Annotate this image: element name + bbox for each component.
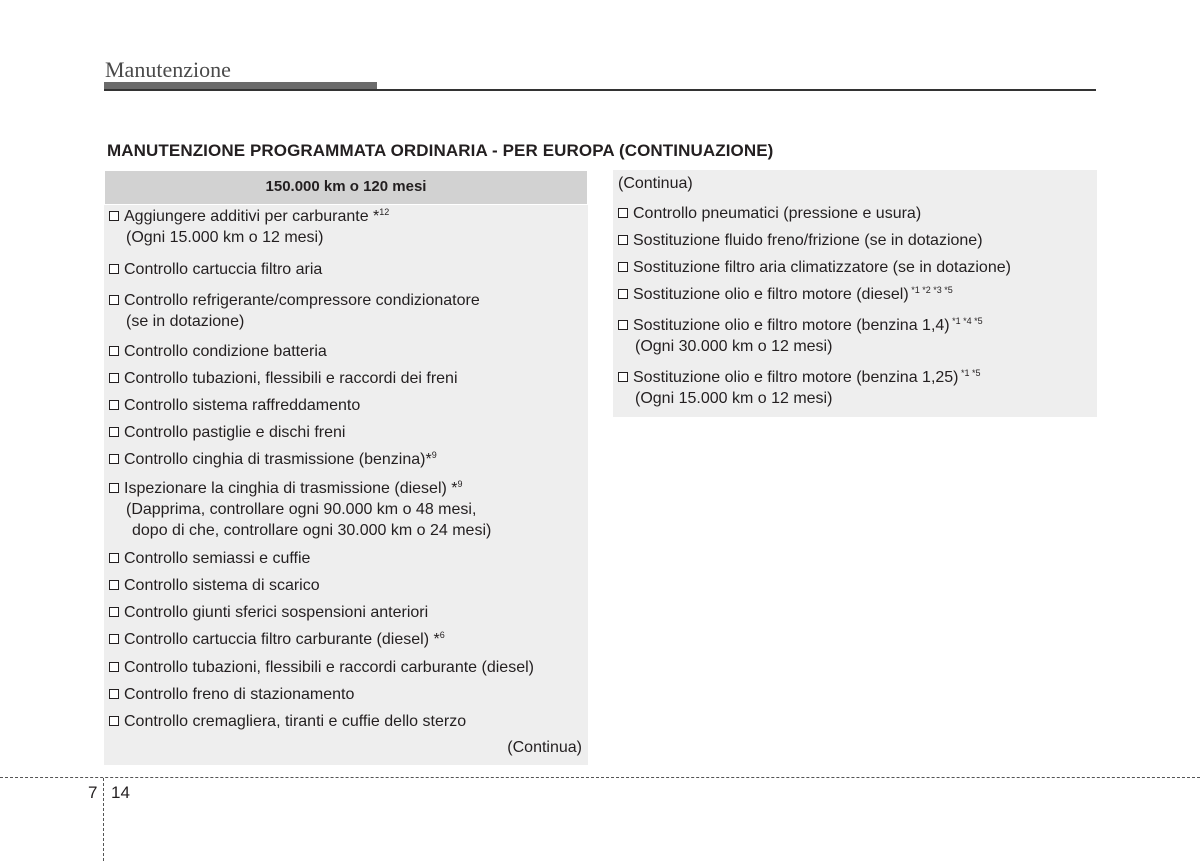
- checkbox-icon: [109, 454, 119, 464]
- checkbox-icon: [109, 553, 119, 563]
- list-item: Sostituzione filtro aria climatizzatore (se in dotazione): [618, 257, 1011, 278]
- list-item: Controllo pneumatici (pressione e usura): [618, 203, 921, 224]
- checkbox-icon: [109, 400, 119, 410]
- checkbox-icon: [109, 634, 119, 644]
- list-item: Controllo pastiglie e dischi freni: [109, 422, 345, 443]
- list-item: Sostituzione olio e filtro motore (benzina 1,4) $^{*1 *4 *5}$ (Ogni 30.000 km o 12 mesi): [618, 315, 983, 357]
- checkbox-icon: [109, 483, 119, 493]
- list-item: Controllo sistema di scarico: [109, 575, 320, 596]
- checkbox-icon: [109, 607, 119, 617]
- list-item: Controllo giunti sferici sospensioni anteriori: [109, 602, 428, 623]
- right-maintenance-panel: [613, 170, 1097, 417]
- list-item: Controllo refrigerante/compressore condizionatore (se in dotazione): [109, 290, 480, 332]
- header-divider: [104, 89, 1096, 91]
- checkbox-icon: [618, 372, 628, 382]
- list-item: Controllo cremagliera, tiranti e cuffie dello sterzo: [109, 711, 466, 732]
- checkbox-icon: [618, 289, 628, 299]
- list-item: Controllo cartuccia filtro aria: [109, 259, 322, 280]
- footer-divider: [0, 777, 1200, 778]
- list-item: Controllo freno di stazionamento: [109, 684, 354, 705]
- checkbox-icon: [618, 320, 628, 330]
- checkbox-icon: [109, 295, 119, 305]
- left-maintenance-panel: [104, 170, 588, 765]
- list-item: Controllo semiassi e cuffie: [109, 548, 310, 569]
- list-item: Controllo condizione batteria: [109, 341, 327, 362]
- list-item: Sostituzione olio e filtro motore (benzina 1,25) $^{*1 *5}$ (Ogni 15.000 km o 12 mesi): [618, 367, 981, 409]
- list-item: Sostituzione fluido freno/frizione (se in dotazione): [618, 230, 983, 251]
- list-item: Controllo tubazioni, flessibili e raccordi dei freni: [109, 368, 458, 389]
- checkbox-icon: [618, 208, 628, 218]
- continued-note: (Continua): [618, 175, 693, 192]
- list-item: Controllo sistema raffreddamento: [109, 395, 360, 416]
- checkbox-icon: [109, 427, 119, 437]
- interval-heading: 150.000 km o 120 mesi: [104, 170, 589, 205]
- list-item: Controllo cartuccia filtro carburante (diesel) *$^6$: [109, 629, 445, 650]
- list-item: Sostituzione olio e filtro motore (diesel) $^{*1 *2 *3 *5}$: [618, 284, 953, 305]
- page-header-title: Manutenzione: [105, 57, 231, 82]
- continued-note: (Continua): [507, 739, 582, 756]
- checkbox-icon: [618, 235, 628, 245]
- checkbox-icon: [109, 373, 119, 383]
- section-title: MANUTENZIONE PROGRAMMATA ORDINARIA - PER EUROPA (CONTINUAZIONE): [107, 141, 774, 160]
- list-item: Aggiungere additivi per carburante *$^{12}$ (Ogni 15.000 km o 12 mesi): [109, 206, 389, 248]
- footer-page-separator: [103, 778, 104, 861]
- checkbox-icon: [618, 262, 628, 272]
- checkbox-icon: [109, 211, 119, 221]
- page-number: 14: [111, 783, 130, 802]
- checkbox-icon: [109, 264, 119, 274]
- list-item: Ispezionare la cinghia di trasmissione (diesel) *$^9$ (Dapprima, controllare ogni 90.000 km o 48 mesi, dopo di che, controllare ogni 30.000 km o 24 mesi): [109, 478, 491, 541]
- list-item: Controllo tubazioni, flessibili e raccordi carburante (diesel): [109, 657, 534, 678]
- checkbox-icon: [109, 346, 119, 356]
- checkbox-icon: [109, 689, 119, 699]
- checkbox-icon: [109, 662, 119, 672]
- list-item: Controllo cinghia di trasmissione (benzina)*$^9$: [109, 449, 437, 470]
- checkbox-icon: [109, 580, 119, 590]
- checkbox-icon: [109, 716, 119, 726]
- chapter-number: 7: [88, 783, 98, 802]
